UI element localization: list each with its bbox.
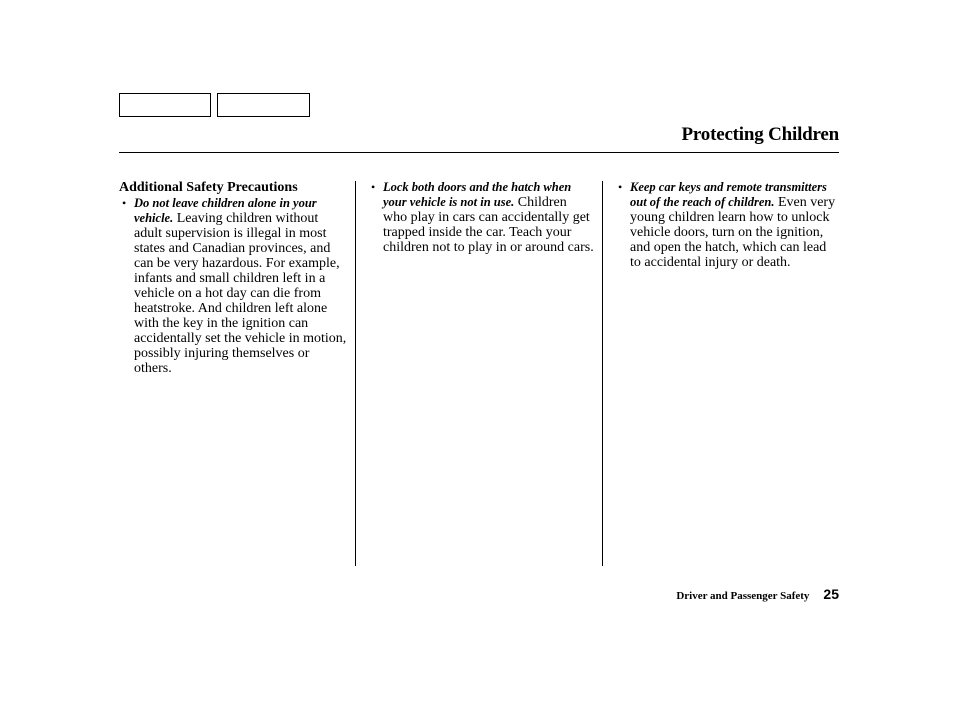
footer-section-title: Driver and Passenger Safety — [676, 590, 810, 602]
bullet-lead: Lock both doors and the hatch when your vehicle is not in use. — [383, 180, 572, 209]
column-2 — [368, 180, 594, 255]
bullet-icon: • — [122, 196, 127, 210]
bullet-body: Children who play in cars can accidentally get trapped inside the car. Teach your children not to play in or around cars. — [383, 195, 594, 255]
bullet-body: Even very young children learn how to unlock vehicle doors, turn on the ignition, and open the hatch, which can lead to accidental injury or death. — [630, 195, 836, 270]
bullet-body: Leaving children without adult supervision is illegal in most states and Canadian provinces, and can be very hazardous. For example, infants and small children left in a vehicle on a hot day can die from heatstroke. And children left alone with the key in the ignition can accidentally set the vehicle in motion, possibly injuring themselves or others. — [134, 211, 347, 376]
page-number: 25 — [823, 586, 839, 602]
bullet-lead: Do not leave children alone in your vehicle. — [134, 196, 317, 225]
bullet-item — [368, 180, 594, 255]
nav-tab-box-2[interactable] — [217, 93, 310, 117]
column-divider — [602, 181, 603, 566]
bullet-icon: • — [618, 180, 623, 194]
column-1 — [119, 180, 349, 376]
page-footer — [600, 586, 839, 604]
bullet-item — [615, 180, 839, 270]
title-rule — [119, 152, 839, 153]
section-heading: Additional Safety Precautions — [119, 180, 298, 195]
bullet-lead: Keep car keys and remote transmitters out of the reach of children. — [630, 180, 827, 209]
column-3 — [615, 180, 839, 270]
column-divider — [355, 181, 356, 566]
page-title: Protecting Children — [681, 124, 839, 145]
bullet-icon: • — [371, 180, 376, 194]
bullet-item — [119, 196, 349, 376]
nav-tab-box-1[interactable] — [119, 93, 211, 117]
